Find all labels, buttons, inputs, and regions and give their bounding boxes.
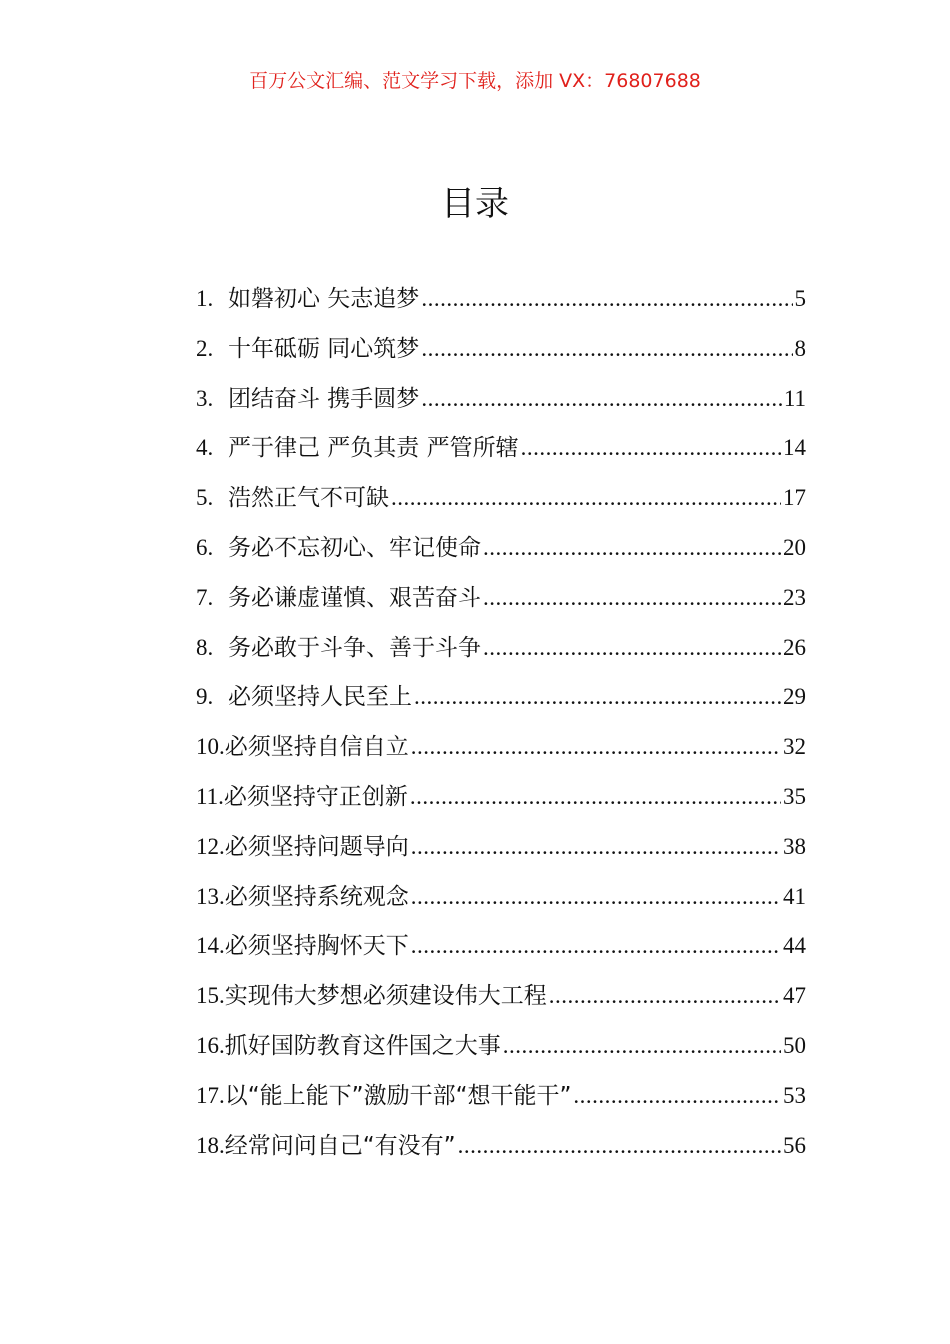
toc-entry[interactable]: [196, 878, 806, 928]
toc-entry-page-number: 11: [783, 385, 806, 411]
toc-entry[interactable]: [196, 828, 806, 878]
toc-entry-title: 务必谦虚谨慎、艰苦奋斗: [228, 584, 481, 611]
toc-entry-title: 必须坚持人民至上: [228, 684, 412, 711]
toc-entry-title: 浩然正气不可缺: [228, 485, 389, 512]
toc-entry[interactable]: [196, 280, 806, 330]
toc-dot-leader: [483, 635, 781, 661]
toc-entry-number: 10.: [196, 734, 225, 760]
toc-entry[interactable]: [196, 1077, 806, 1127]
toc-entry[interactable]: [196, 1027, 806, 1077]
toc-entry[interactable]: [196, 927, 806, 977]
toc-entry-number: 9.: [196, 684, 214, 710]
toc-entry-number: 18.: [196, 1132, 225, 1158]
toc-entry-number: 4.: [196, 435, 214, 461]
toc-entry[interactable]: [196, 330, 806, 380]
toc-entry-number: 11.: [196, 783, 224, 809]
toc-entry-number: 12.: [196, 833, 225, 859]
toc-entry[interactable]: [196, 529, 806, 579]
table-of-contents: [196, 280, 806, 1176]
toc-entry-number: 13.: [196, 883, 225, 909]
toc-dot-leader: [573, 1083, 781, 1109]
toc-entry-page-number: 26: [783, 634, 806, 660]
toc-dot-leader: [421, 286, 792, 312]
toc-entry-number: 7.: [196, 584, 214, 610]
toc-entry[interactable]: [196, 778, 806, 828]
toc-entry-number: 5.: [196, 485, 214, 511]
toc-entry[interactable]: [196, 678, 806, 728]
toc-entry-number: 1.: [196, 286, 214, 311]
toc-entry-number: 14.: [196, 933, 225, 959]
toc-dot-leader: [411, 834, 781, 860]
toc-entry-title: 团结奋斗 携手圆梦: [228, 385, 420, 412]
toc-entry-page-number: 17: [783, 485, 806, 511]
toc-dot-leader: [421, 336, 792, 362]
toc-dot-leader: [483, 535, 781, 561]
toc-entry-title: 如磐初心 矢志追梦: [228, 286, 420, 312]
toc-dot-leader: [410, 784, 781, 810]
toc-entry[interactable]: [196, 579, 806, 629]
toc-dot-leader: [411, 933, 781, 959]
toc-entry[interactable]: [196, 1127, 806, 1177]
toc-entry-title: 实现伟大梦想必须建设伟大工程: [224, 983, 547, 1010]
toc-entry-page-number: 8: [794, 335, 806, 361]
toc-entry[interactable]: [196, 429, 806, 479]
toc-entry-title: 以“能上能下”激励干部“想干能干”: [224, 1082, 572, 1109]
toc-entry-title: 必须坚持胸怀天下: [224, 933, 409, 960]
toc-dot-leader: [391, 485, 781, 511]
toc-entry[interactable]: [196, 728, 806, 778]
toc-entry[interactable]: [196, 629, 806, 679]
toc-entry-page-number: 29: [783, 684, 806, 710]
toc-entry-page-number: 5: [794, 286, 806, 311]
toc-entry-title: 严于律己 严负其责 严管所辖: [228, 435, 519, 462]
toc-entry-title: 务必敢于斗争、善于斗争: [228, 634, 481, 661]
toc-entry-page-number: 35: [783, 783, 806, 809]
toc-entry-page-number: 53: [783, 1082, 806, 1108]
toc-entry-title: 经常问问自己“有没有”: [224, 1132, 456, 1159]
toc-dot-leader: [549, 983, 781, 1009]
toc-entry-page-number: 47: [783, 983, 806, 1009]
toc-entry-title: 必须坚持问题导向: [224, 833, 409, 860]
toc-entry-page-number: 56: [783, 1132, 806, 1158]
toc-dot-leader: [421, 386, 782, 412]
toc-entry-number: 2.: [196, 335, 214, 361]
toc-entry-page-number: 14: [783, 435, 806, 461]
toc-entry-number: 6.: [196, 534, 214, 560]
toc-entry-page-number: 41: [783, 883, 806, 909]
toc-entry-page-number: 38: [783, 833, 806, 859]
toc-entry-title: 必须坚持守正创新: [223, 783, 408, 810]
toc-entry-title: 抓好国防教育这件国之大事: [224, 1032, 501, 1059]
toc-dot-leader: [503, 1033, 781, 1059]
toc-dot-leader: [521, 435, 781, 461]
toc-entry-title: 十年砥砺 同心筑梦: [228, 335, 420, 362]
toc-entry-number: 17.: [196, 1082, 225, 1108]
toc-entry-number: 15.: [196, 983, 225, 1009]
header-watermark-text: 百万公文汇编、范文学习下载，添加 VX：76807688: [249, 70, 701, 92]
toc-dot-leader: [411, 734, 781, 760]
toc-entry-page-number: 32: [783, 734, 806, 760]
toc-entry-page-number: 20: [783, 534, 806, 560]
toc-entry-page-number: 50: [783, 1032, 806, 1058]
toc-entry[interactable]: [196, 380, 806, 430]
toc-entry-title: 务必不忘初心、牢记使命: [228, 534, 481, 561]
toc-entry[interactable]: [196, 977, 806, 1027]
toc-entry[interactable]: [196, 479, 806, 529]
toc-dot-leader: [458, 1133, 781, 1159]
toc-dot-leader: [483, 585, 781, 611]
toc-dot-leader: [414, 684, 781, 710]
toc-entry-number: 16.: [196, 1032, 225, 1058]
toc-entry-title: 必须坚持自信自立: [224, 734, 409, 761]
toc-entry-number: 8.: [196, 634, 214, 660]
toc-entry-page-number: 23: [783, 584, 806, 610]
toc-entry-title: 必须坚持系统观念: [224, 883, 409, 910]
toc-entry-page-number: 44: [783, 933, 806, 959]
toc-dot-leader: [411, 884, 781, 910]
toc-entry-number: 3.: [196, 385, 214, 411]
page-title: 目录: [441, 184, 509, 224]
